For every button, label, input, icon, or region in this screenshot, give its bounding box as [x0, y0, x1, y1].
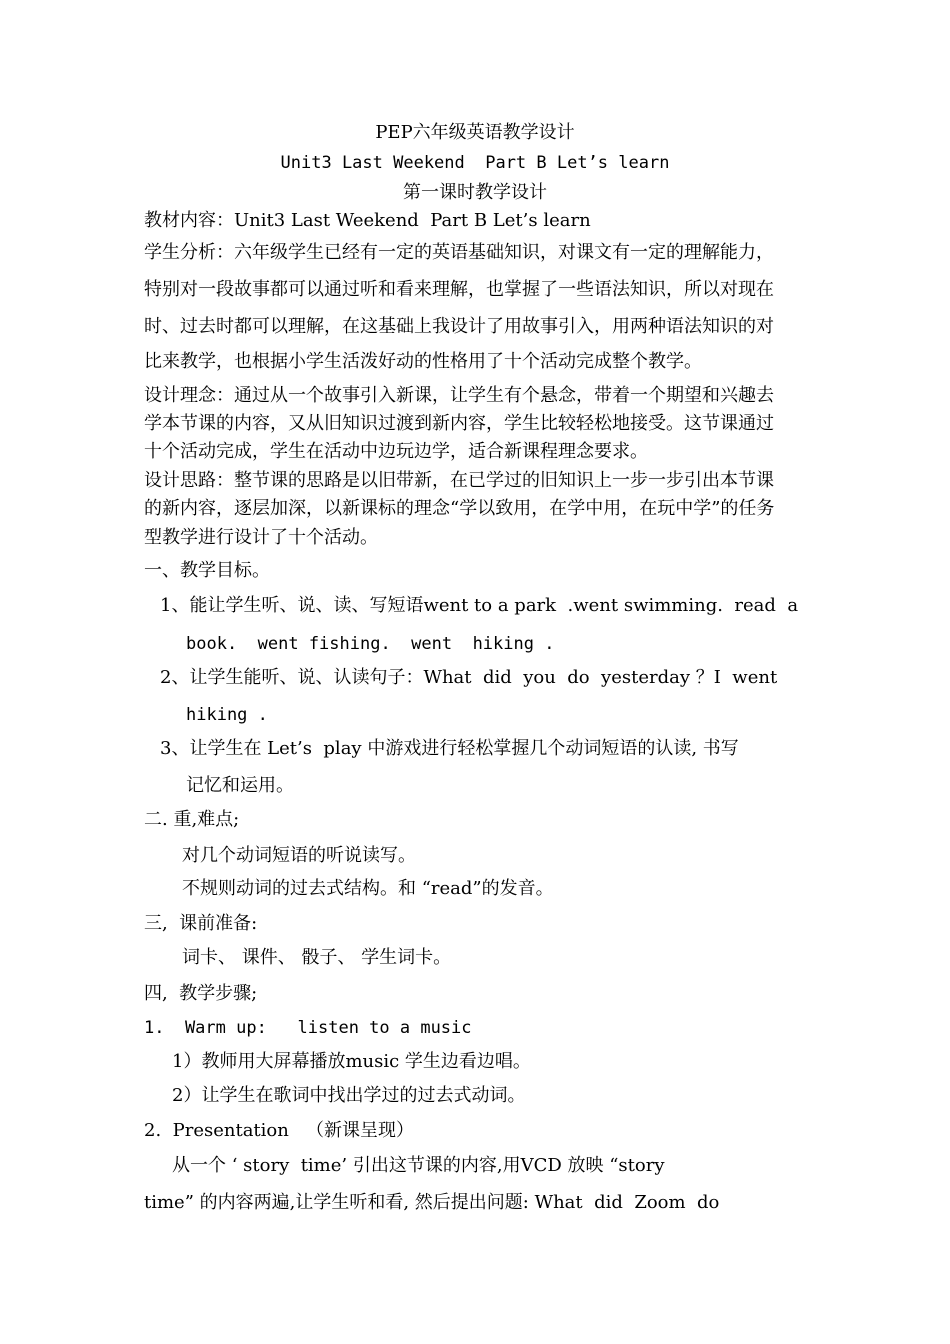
- concept-line: 设计理念：通过从一个故事引入新课，让学生有个悬念，带着一个期望和兴趣去: [144, 385, 774, 406]
- concept-line: 学本节课的内容，又从旧知识过渡到新内容，学生比较轻松地接受。这节课通过: [144, 413, 774, 434]
- goal-item-continued: 记忆和运用。: [186, 775, 294, 796]
- key-point: 不规则动词的过去式结构。和 “read”的发音。: [182, 878, 554, 899]
- analysis-line: 比来教学，也根据小学生活泼好动的性格用了十个活动完成整个教学。: [144, 351, 702, 372]
- concept-line: 十个活动完成，学生在活动中边玩边学，适合新课程理念要求。: [144, 441, 648, 462]
- unit-title: Unit3 Last Weekend Part B Let’s learn: [280, 153, 670, 173]
- step-heading: 1. Warm up: listen to a music: [144, 1018, 472, 1038]
- step-detail: 1）教师用大屏幕播放music 学生边看边唱。: [172, 1051, 531, 1072]
- step-heading: 2. Presentation （新课呈现）: [144, 1120, 415, 1141]
- goal-item-continued: hiking .: [186, 705, 268, 725]
- goal-item: 3、让学生在 Let’s play 中游戏进行轻松掌握几个动词短语的认读, 书写: [160, 738, 739, 759]
- step-detail: 从一个 ‘ story time’ 引出这节课的内容,用VCD 放映 “story: [172, 1155, 665, 1176]
- content-line: 教材内容：Unit3 Last Weekend Part B Let’s learn: [144, 210, 591, 231]
- analysis-line: 学生分析：六年级学生已经有一定的英语基础知识，对课文有一定的理解能力，: [144, 242, 774, 263]
- idea-line: 型教学进行设计了十个活动。: [144, 527, 378, 548]
- idea-line: 设计思路：整节课的思路是以旧带新，在已学过的旧知识上一步一步引出本节课: [144, 470, 774, 491]
- goal-item-continued: book. went fishing. went hiking .: [186, 634, 555, 654]
- section-heading-steps: 四, 教学步骤;: [144, 983, 258, 1004]
- analysis-line: 特别对一段故事都可以通过听和看来理解，也掌握了一些语法知识，所以对现在: [144, 279, 774, 300]
- section-heading-goals: 一、教学目标。: [144, 560, 270, 581]
- analysis-line: 时、过去时都可以理解，在这基础上我设计了用故事引入，用两种语法知识的对: [144, 316, 774, 337]
- goal-item: 2、让学生能听、说、认读句子：What did you do yesterday ？I went: [160, 667, 778, 688]
- step-detail-continued: time” 的内容两遍,让学生听和看, 然后提出问题: What did Zoom do: [144, 1192, 720, 1213]
- goal-item: 1、能让学生听、说、读、写短语went to a park .went swimming. read a: [160, 595, 799, 616]
- section-heading-key-points: 二. 重,难点;: [144, 809, 240, 830]
- section-heading-preparation: 三, 课前准备:: [144, 913, 258, 934]
- preparation-items: 词卡、 课件、 骰子、 学生词卡。: [182, 947, 452, 968]
- document-title: PEP六年级英语教学设计: [375, 122, 575, 143]
- step-detail: 2）让学生在歌词中找出学过的过去式动词。: [172, 1085, 526, 1106]
- key-point: 对几个动词短语的听说读写。: [182, 845, 416, 866]
- idea-line: 的新内容，逐层加深，以新课标的理念“学以致用，在学中用，在玩中学”的任务: [144, 498, 775, 519]
- lesson-title: 第一课时教学设计: [403, 182, 547, 203]
